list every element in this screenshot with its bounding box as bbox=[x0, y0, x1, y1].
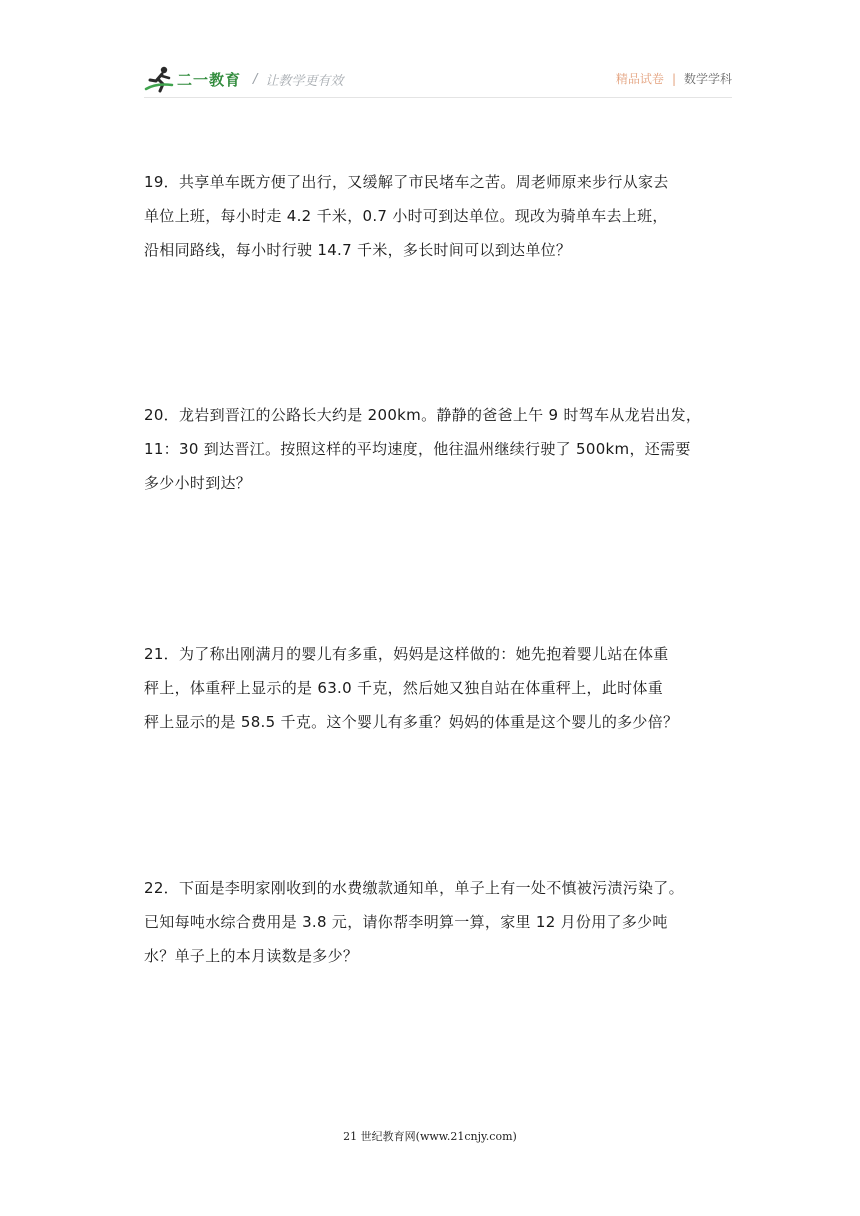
question-line: 19．共享单车既方便了出行，又缓解了市民堵车之苦。周老师原来步行从家去 bbox=[144, 173, 669, 191]
question-19 bbox=[144, 165, 734, 267]
question-line: 20．龙岩到晋江的公路长大约是 200km。静静的爸爸上午 9 时驾车从龙岩出发， bbox=[144, 406, 702, 424]
question-line: 秤上显示的是 58.5 千克。这个婴儿有多重？妈妈的体重是这个婴儿的多少倍？ bbox=[144, 713, 679, 731]
question-line: 秤上，体重秤上显示的是 63.0 千克，然后她又独自站在体重秤上，此时体重 bbox=[144, 679, 664, 697]
question-line: 水？单子上的本月读数是多少？ bbox=[144, 947, 359, 965]
question-line: 11：30 到达晋江。按照这样的平均速度，他往温州继续行驶了 500km，还需要 bbox=[144, 440, 691, 458]
question-line: 21．为了称出刚满月的婴儿有多重，妈妈是这样做的：她先抱着婴儿站在体重 bbox=[144, 645, 669, 663]
question-22 bbox=[144, 871, 734, 973]
logo bbox=[144, 64, 343, 94]
brand-tagline: 让教学更有效 bbox=[265, 73, 344, 89]
question-21 bbox=[144, 637, 734, 739]
question-20 bbox=[144, 398, 734, 500]
page-header bbox=[144, 62, 732, 96]
question-line: 单位上班，每小时走 4.2 千米，0.7 小时可到达单位。现改为骑单车去上班， bbox=[144, 207, 668, 225]
question-line: 多少小时到达？ bbox=[144, 474, 252, 492]
header-slash: / bbox=[253, 71, 258, 87]
running-person-logo-icon bbox=[144, 65, 174, 93]
brand-name: 二一教育 bbox=[177, 70, 242, 89]
question-line: 沿相同路线，每小时行驶 14.7 千米，多长时间可以到达单位？ bbox=[144, 241, 572, 259]
header-divider bbox=[144, 97, 732, 98]
question-line: 22．下面是李明家刚收到的水费缴款通知单，单子上有一处不慎被污渍污染了。 bbox=[144, 879, 684, 897]
question-line: 已知每吨水综合费用是 3.8 元，请你帮李明算一算，家里 12 月份用了多少吨 bbox=[144, 913, 668, 931]
premium-tag: 精品试卷 bbox=[615, 72, 664, 86]
header-tags bbox=[616, 70, 732, 87]
header-separator: | bbox=[671, 71, 676, 86]
subject-tag: 数学学科 bbox=[683, 72, 732, 86]
page-footer: 21 世纪教育网(www.21cnjy.com) bbox=[343, 1130, 517, 1143]
